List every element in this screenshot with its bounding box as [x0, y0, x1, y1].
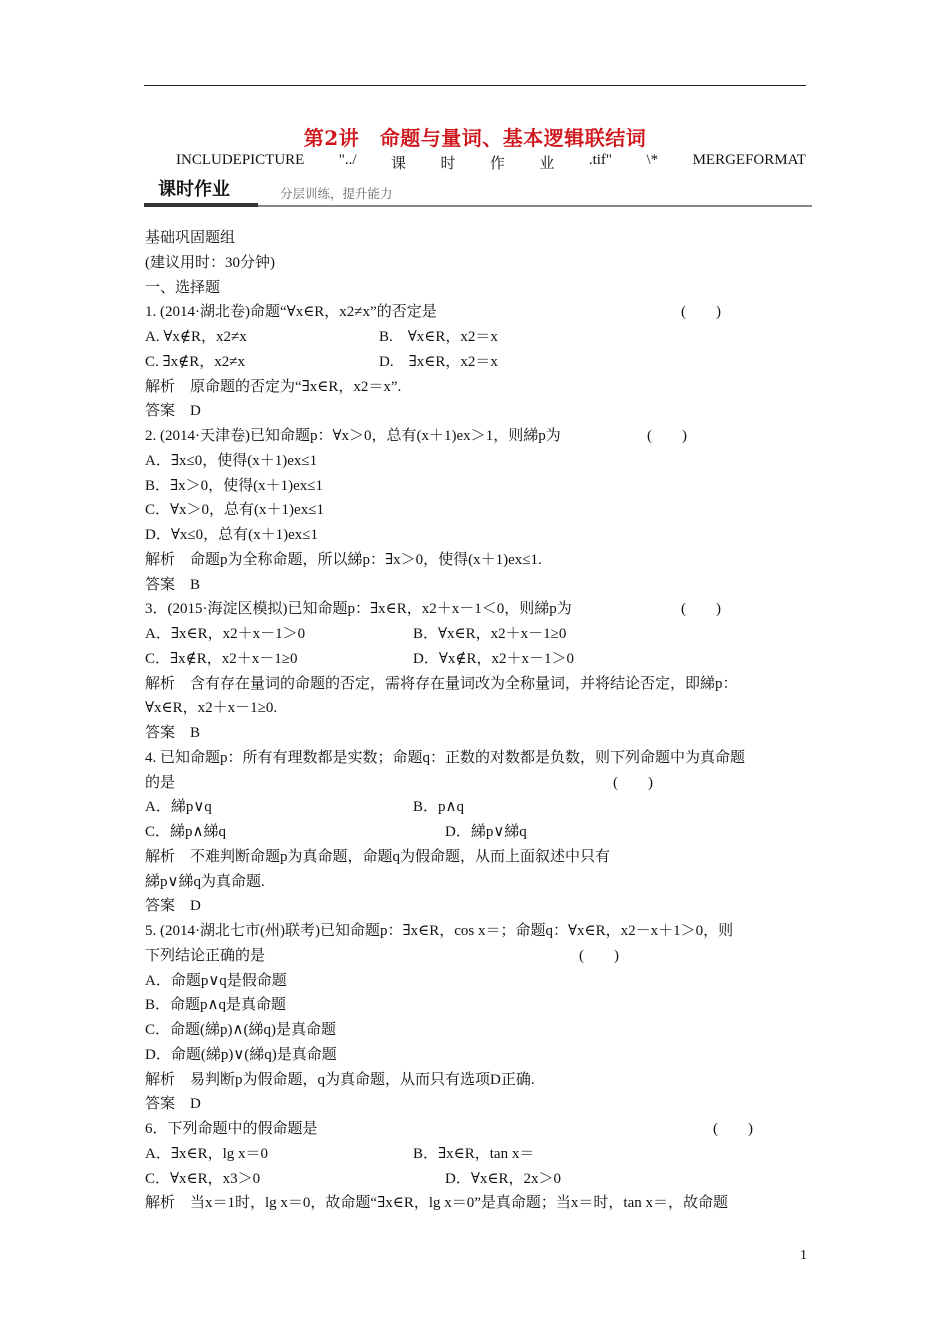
text-line [145, 251, 810, 276]
text-line [145, 771, 810, 796]
banner-subtitle: 分层训练，提升能力 [280, 186, 393, 201]
page-number: 1 [800, 1248, 807, 1263]
line-text: 解析 原命题的否定为“∃x∈R，x2＝x”. [145, 378, 402, 395]
text-line [145, 597, 810, 622]
line-text: 答案 B [145, 576, 201, 593]
option-b-text: B．p∧q [413, 799, 464, 816]
text-line [145, 573, 810, 598]
text-line [145, 424, 810, 449]
answer-bracket: ( ) [613, 774, 653, 791]
line-text: 3．(2015·海淀区模拟)已知命题p：∃x∈R，x2＋x－1＜0，则綈p为 [145, 601, 572, 618]
text-line [145, 474, 810, 499]
text-line [145, 696, 810, 721]
text-line [145, 1092, 810, 1117]
option-b-text: D. ∃x∈R，x2＝x [379, 353, 498, 370]
line-text: 答案 D [145, 898, 201, 915]
line-text: B．命题p∧q是真命题 [145, 997, 286, 1014]
field-code-token: 时 [440, 156, 456, 172]
line-text: 的是 [145, 774, 176, 791]
text-line [145, 399, 810, 424]
line-text: C．∀x＞0，总有(x＋1)ex≤1 [145, 502, 324, 519]
line-text: A．命题p∨q是假命题 [145, 972, 287, 989]
field-code-token: MERGEFORMAT [692, 152, 806, 168]
line-text: D．∀x≤0，总有(x＋1)ex≤1 [145, 527, 318, 543]
answer-bracket: ( ) [579, 947, 619, 964]
line-text: 綈p∨綈q为真命题. [145, 873, 265, 890]
option-b-text: B. ∀x∈R，x2＝x [379, 329, 498, 345]
answer-bracket: ( ) [681, 304, 721, 321]
line-text: 6．下列命题中的假命题是 [145, 1121, 318, 1137]
line-text: A．∃x∈R，x2＋x－1＞0 [145, 626, 306, 642]
banner-tab-underline [144, 203, 258, 207]
text-line [145, 647, 810, 672]
line-text: 答案 B [145, 725, 201, 741]
text-line [145, 375, 810, 400]
line-text: 解析 当x＝1时，lg x＝0，故命题“∃x∈R，lg x＝0”是真命题；当x＝时，tan x＝，故命题 [145, 1195, 728, 1212]
line-text: ∀x∈R，x2＋x－1≥0. [145, 700, 278, 717]
field-code [176, 152, 806, 173]
line-text: 解析 含有存在量词的命题的否定，需将存在量词改为全称量词，并将结论否定，即綈p： [145, 675, 738, 692]
text-line [145, 276, 810, 301]
text-line [145, 449, 810, 474]
line-text: A. ∀x∉R，x2≠x [145, 329, 247, 345]
answer-bracket: ( ) [713, 1121, 753, 1137]
line-text: 2. (2014·天津卷)已知命题p：∀x＞0，总有(x＋1)ex＞1，则綈p为 [145, 428, 561, 444]
banner-label: 课时作业 [158, 179, 230, 200]
field-code-token: 作 [489, 156, 505, 172]
text-line [145, 919, 810, 944]
line-text: (建议用时：30分钟) [145, 254, 275, 271]
line-text: C．∃x∉R，x2＋x－1≥0 [145, 650, 298, 667]
line-text: 4. 已知命题p：所有有理数都是实数；命题q：正数的对数都是负数，则下列命题中为真命题 [145, 749, 746, 766]
text-line [145, 944, 810, 969]
section-banner [144, 176, 812, 208]
text-line [145, 622, 810, 647]
text-line [145, 672, 810, 697]
text-line [145, 1191, 810, 1216]
answer-bracket: ( ) [681, 601, 721, 618]
page-title: 第2讲 命题与量词、基本逻辑联结词 [303, 126, 647, 150]
line-text: 下列结论正确的是 [145, 947, 266, 964]
line-text: 解析 易判断p为假命题，q为真命题，从而只有选项D正确. [145, 1071, 535, 1088]
line-text: 答案 D [145, 403, 201, 420]
text-line [145, 498, 810, 523]
text-line [145, 721, 810, 746]
answer-bracket: ( ) [647, 428, 687, 444]
document-body [145, 226, 810, 1216]
line-text: 基础巩固题组 [145, 230, 236, 246]
field-code-token: \* [646, 152, 659, 168]
line-text: D．命题(綈p)∨(綈q)是真命题 [145, 1046, 337, 1063]
field-code-token: "../ [338, 152, 357, 168]
option-b-text: B．∃x∈R，tan x＝ [413, 1145, 535, 1162]
text-line [145, 845, 810, 870]
line-text: 5. (2014·湖北七市(州)联考)已知命题p：∃x∈R，cos x＝；命题q：∀x∈R，x2－x＋1＞0，则 [145, 923, 734, 939]
text-line [145, 969, 810, 994]
text-line [145, 894, 810, 919]
text-line [145, 1142, 810, 1167]
line-text: C. ∃x∉R，x2≠x [145, 353, 245, 370]
field-code-token: INCLUDEPICTURE [176, 152, 305, 168]
line-text: A．∃x≤0，使得(x＋1)ex≤1 [145, 452, 318, 469]
line-text: C．命题(綈p)∧(綈q)是真命题 [145, 1022, 336, 1038]
line-text: 解析 命题p为全称命题，所以綈p：∃x＞0，使得(x＋1)ex≤1. [145, 551, 542, 568]
text-line [145, 350, 810, 375]
field-code-token: 课 [391, 156, 407, 172]
text-line [145, 1117, 810, 1142]
option-b-text: D．綈p∨綈q [445, 824, 527, 840]
line-text: A．∃x∈R，lg x＝0 [145, 1145, 268, 1162]
text-line [145, 993, 810, 1018]
field-code-token: 业 [539, 156, 555, 172]
line-text: 解析 不难判断命题p为真命题，命题q为假命题，从而上面叙述中只有 [145, 848, 611, 865]
option-b-text: D．∀x∈R，2x＞0 [445, 1170, 561, 1187]
text-line [145, 226, 810, 251]
text-line [145, 1043, 810, 1068]
line-text: 一、选择题 [145, 279, 221, 296]
top-rule [144, 85, 806, 86]
banner-rule [258, 205, 812, 207]
text-line [145, 548, 810, 573]
line-text: 答案 D [145, 1096, 201, 1113]
text-line [145, 870, 810, 895]
text-line [145, 325, 810, 350]
text-line [145, 1068, 810, 1093]
line-text: 1. (2014·湖北卷)命题“∀x∈R，x2≠x”的否定是 [145, 304, 437, 321]
text-line [145, 795, 810, 820]
text-line [145, 746, 810, 771]
text-line [145, 820, 810, 845]
option-b-text: B．∀x∈R，x2＋x－1≥0 [413, 626, 567, 642]
text-line [145, 523, 810, 548]
line-text: C．綈p∧綈q [145, 824, 226, 840]
line-text: C．∀x∈R，x3＞0 [145, 1170, 261, 1187]
text-line [145, 1018, 810, 1043]
text-line [145, 300, 810, 325]
option-b-text: D．∀x∉R，x2＋x－1＞0 [413, 650, 574, 667]
line-text: A．綈p∨q [145, 799, 212, 816]
field-code-token: .tif" [588, 152, 613, 168]
line-text: B．∃x＞0，使得(x＋1)ex≤1 [145, 477, 324, 494]
text-line [145, 1167, 810, 1192]
